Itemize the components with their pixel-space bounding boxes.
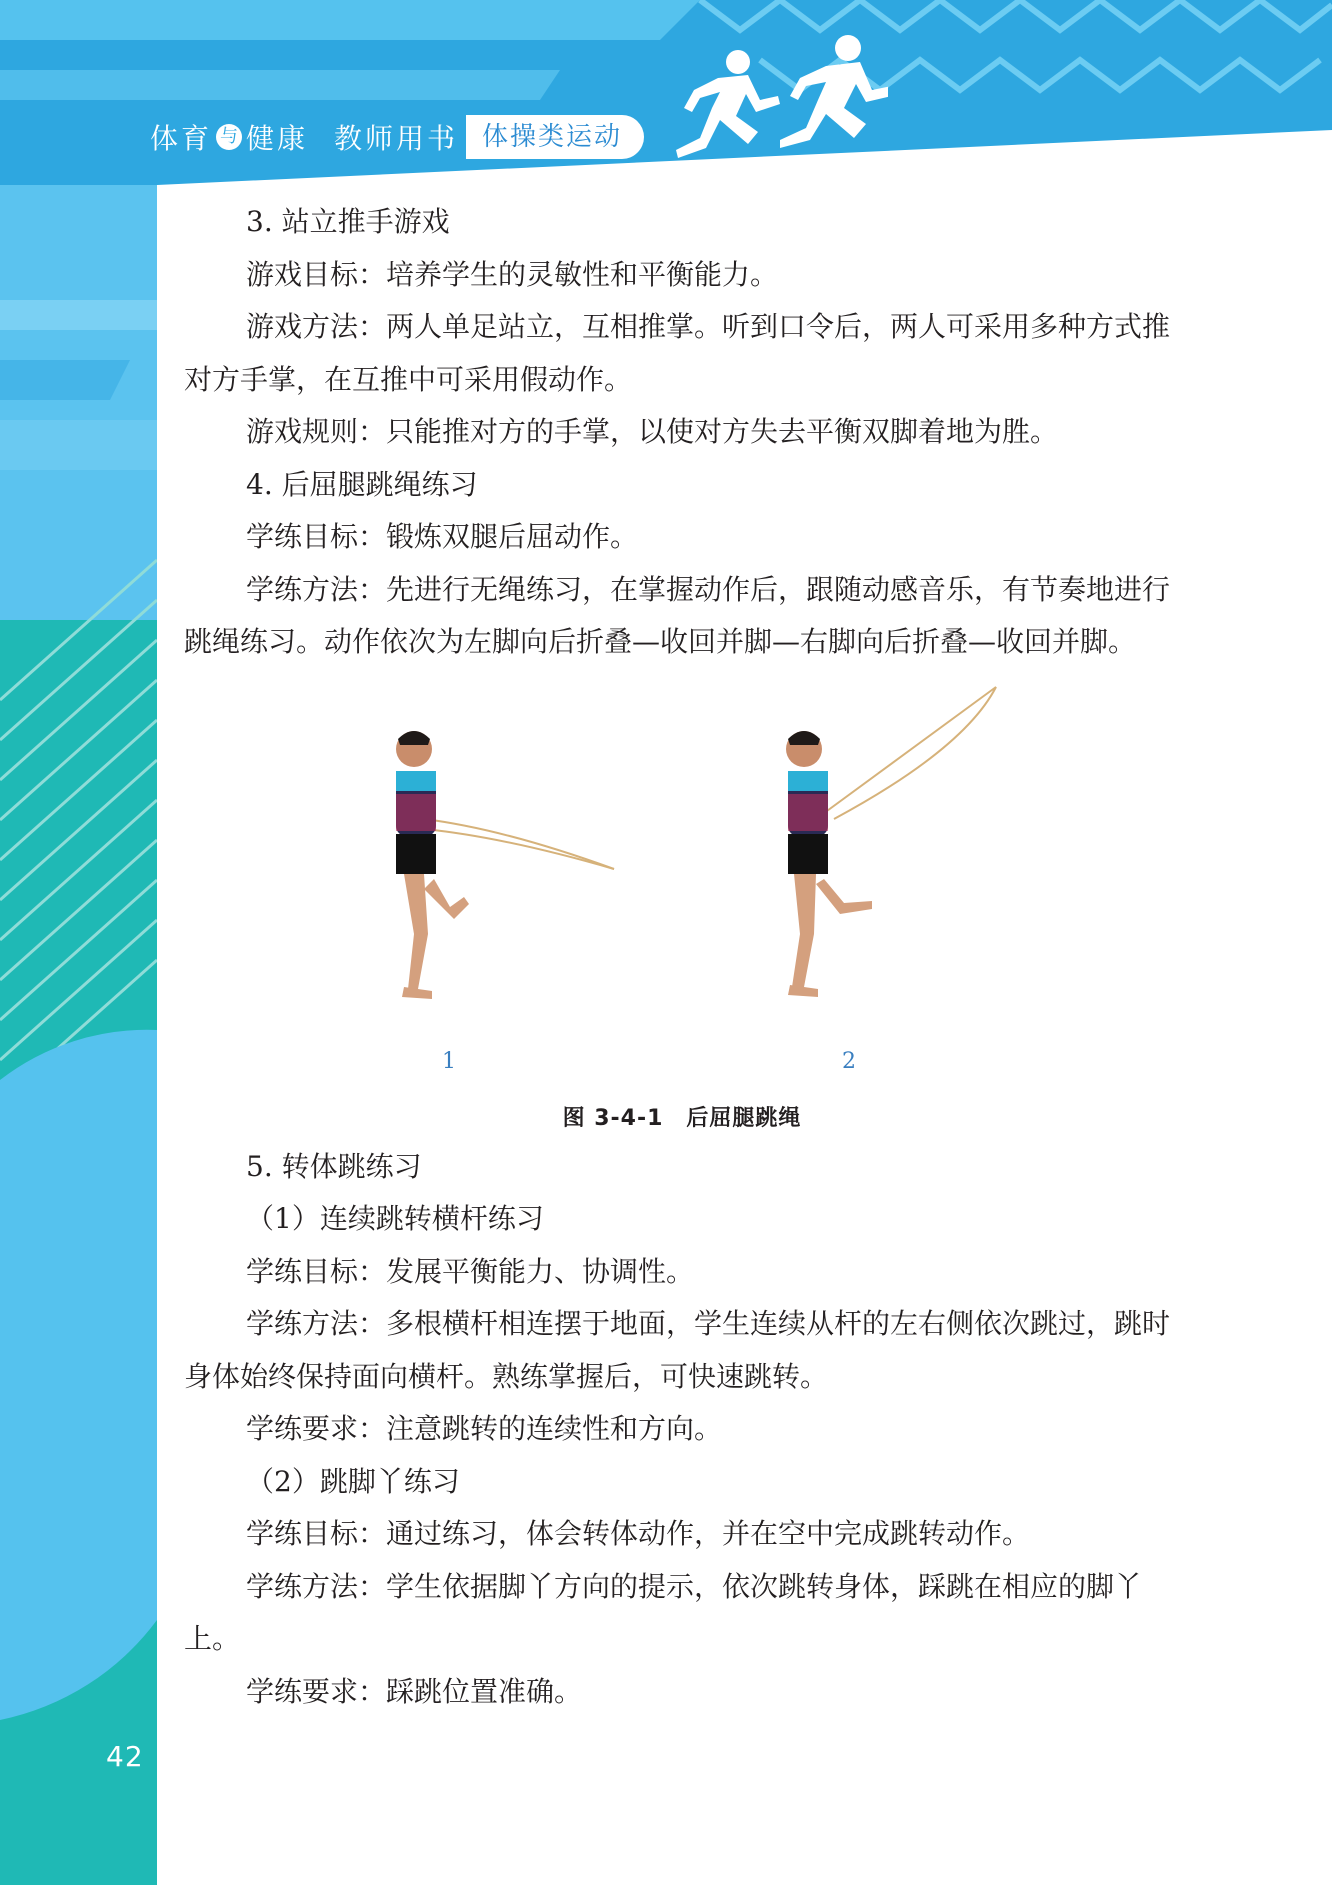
brand-part2: 健康 <box>246 122 309 155</box>
section-5-2-title: （2）跳脚丫练习 <box>246 1464 460 1498</box>
jump-rope-athlete-photo-1 <box>384 719 624 1029</box>
page-header <box>0 0 1332 185</box>
main-content <box>184 196 1180 1718</box>
section-5-title: 5. 转体跳练习 <box>246 1149 422 1183</box>
section-5-2-goal: 学练目标：通过练习，体会转体动作，并在空中完成跳转动作。 <box>246 1517 1031 1550</box>
section-3-rule: 游戏规则：只能推对方的手掌，以使对方失去平衡双脚着地为胜。 <box>246 415 1059 448</box>
brand-part1: 体育 <box>150 122 213 155</box>
brand-and-badge: 与 <box>216 124 242 150</box>
section-5-1-requirement: 学练要求：注意跳转的连续性和方向。 <box>246 1412 723 1445</box>
section-3-method: 游戏方法：两人单足站立，互相推掌。听到口令后，两人可采用多种方式推对方手掌，在互推中可采用假动作。 <box>184 310 1171 396</box>
section-5-1-title: （1）连续跳转横杆练习 <box>246 1202 544 1235</box>
section-3-title: 3. 站立推手游戏 <box>246 205 450 238</box>
section-4-goal: 学练目标：锻炼双腿后屈动作。 <box>246 520 639 553</box>
chapter-tab: 体操类运动 <box>466 115 644 159</box>
figure-3-4-1 <box>184 669 1180 1141</box>
section-3-goal: 游戏目标：培养学生的灵敏性和平衡能力。 <box>246 257 779 291</box>
section-5-1-goal: 学练目标：发展平衡能力、协调性。 <box>246 1254 695 1288</box>
section-4-title: 4. 后屈腿跳绳练习 <box>246 467 478 501</box>
brand-part3: 教师用书 <box>334 122 459 155</box>
page-number: 42 <box>106 1740 144 1773</box>
section-4-method: 学练方法：先进行无绳练习，在掌握动作后，跟随动感音乐，有节奏地进行跳绳练习。动作依次为左脚向后折叠—收回并脚—右脚向后折叠—收回并脚。 <box>184 572 1171 658</box>
running-figures-icon <box>648 20 888 170</box>
figure-label-1: 1 <box>442 1048 456 1074</box>
section-5-2-method: 学练方法：学生依据脚丫方向的提示，依次跳转身体，踩跳在相应的脚丫上。 <box>184 1569 1143 1655</box>
figure-label-2: 2 <box>842 1048 856 1074</box>
section-5-1-method: 学练方法：多根横杆相连摆于地面，学生连续从杆的左右侧依次跳过，跳时身体始终保持面向横杆。熟练掌握后，可快速跳转。 <box>184 1307 1171 1393</box>
book-title <box>150 113 458 161</box>
left-decorative-band <box>0 0 157 1885</box>
section-5-2-requirement: 学练要求：踩跳位置准确。 <box>246 1674 583 1708</box>
jump-rope-athlete-photo-2 <box>764 669 1004 1029</box>
left-band-graphic <box>0 0 157 1885</box>
figure-caption: 图 3-4-1 后屈腿跳绳 <box>562 1105 802 1131</box>
